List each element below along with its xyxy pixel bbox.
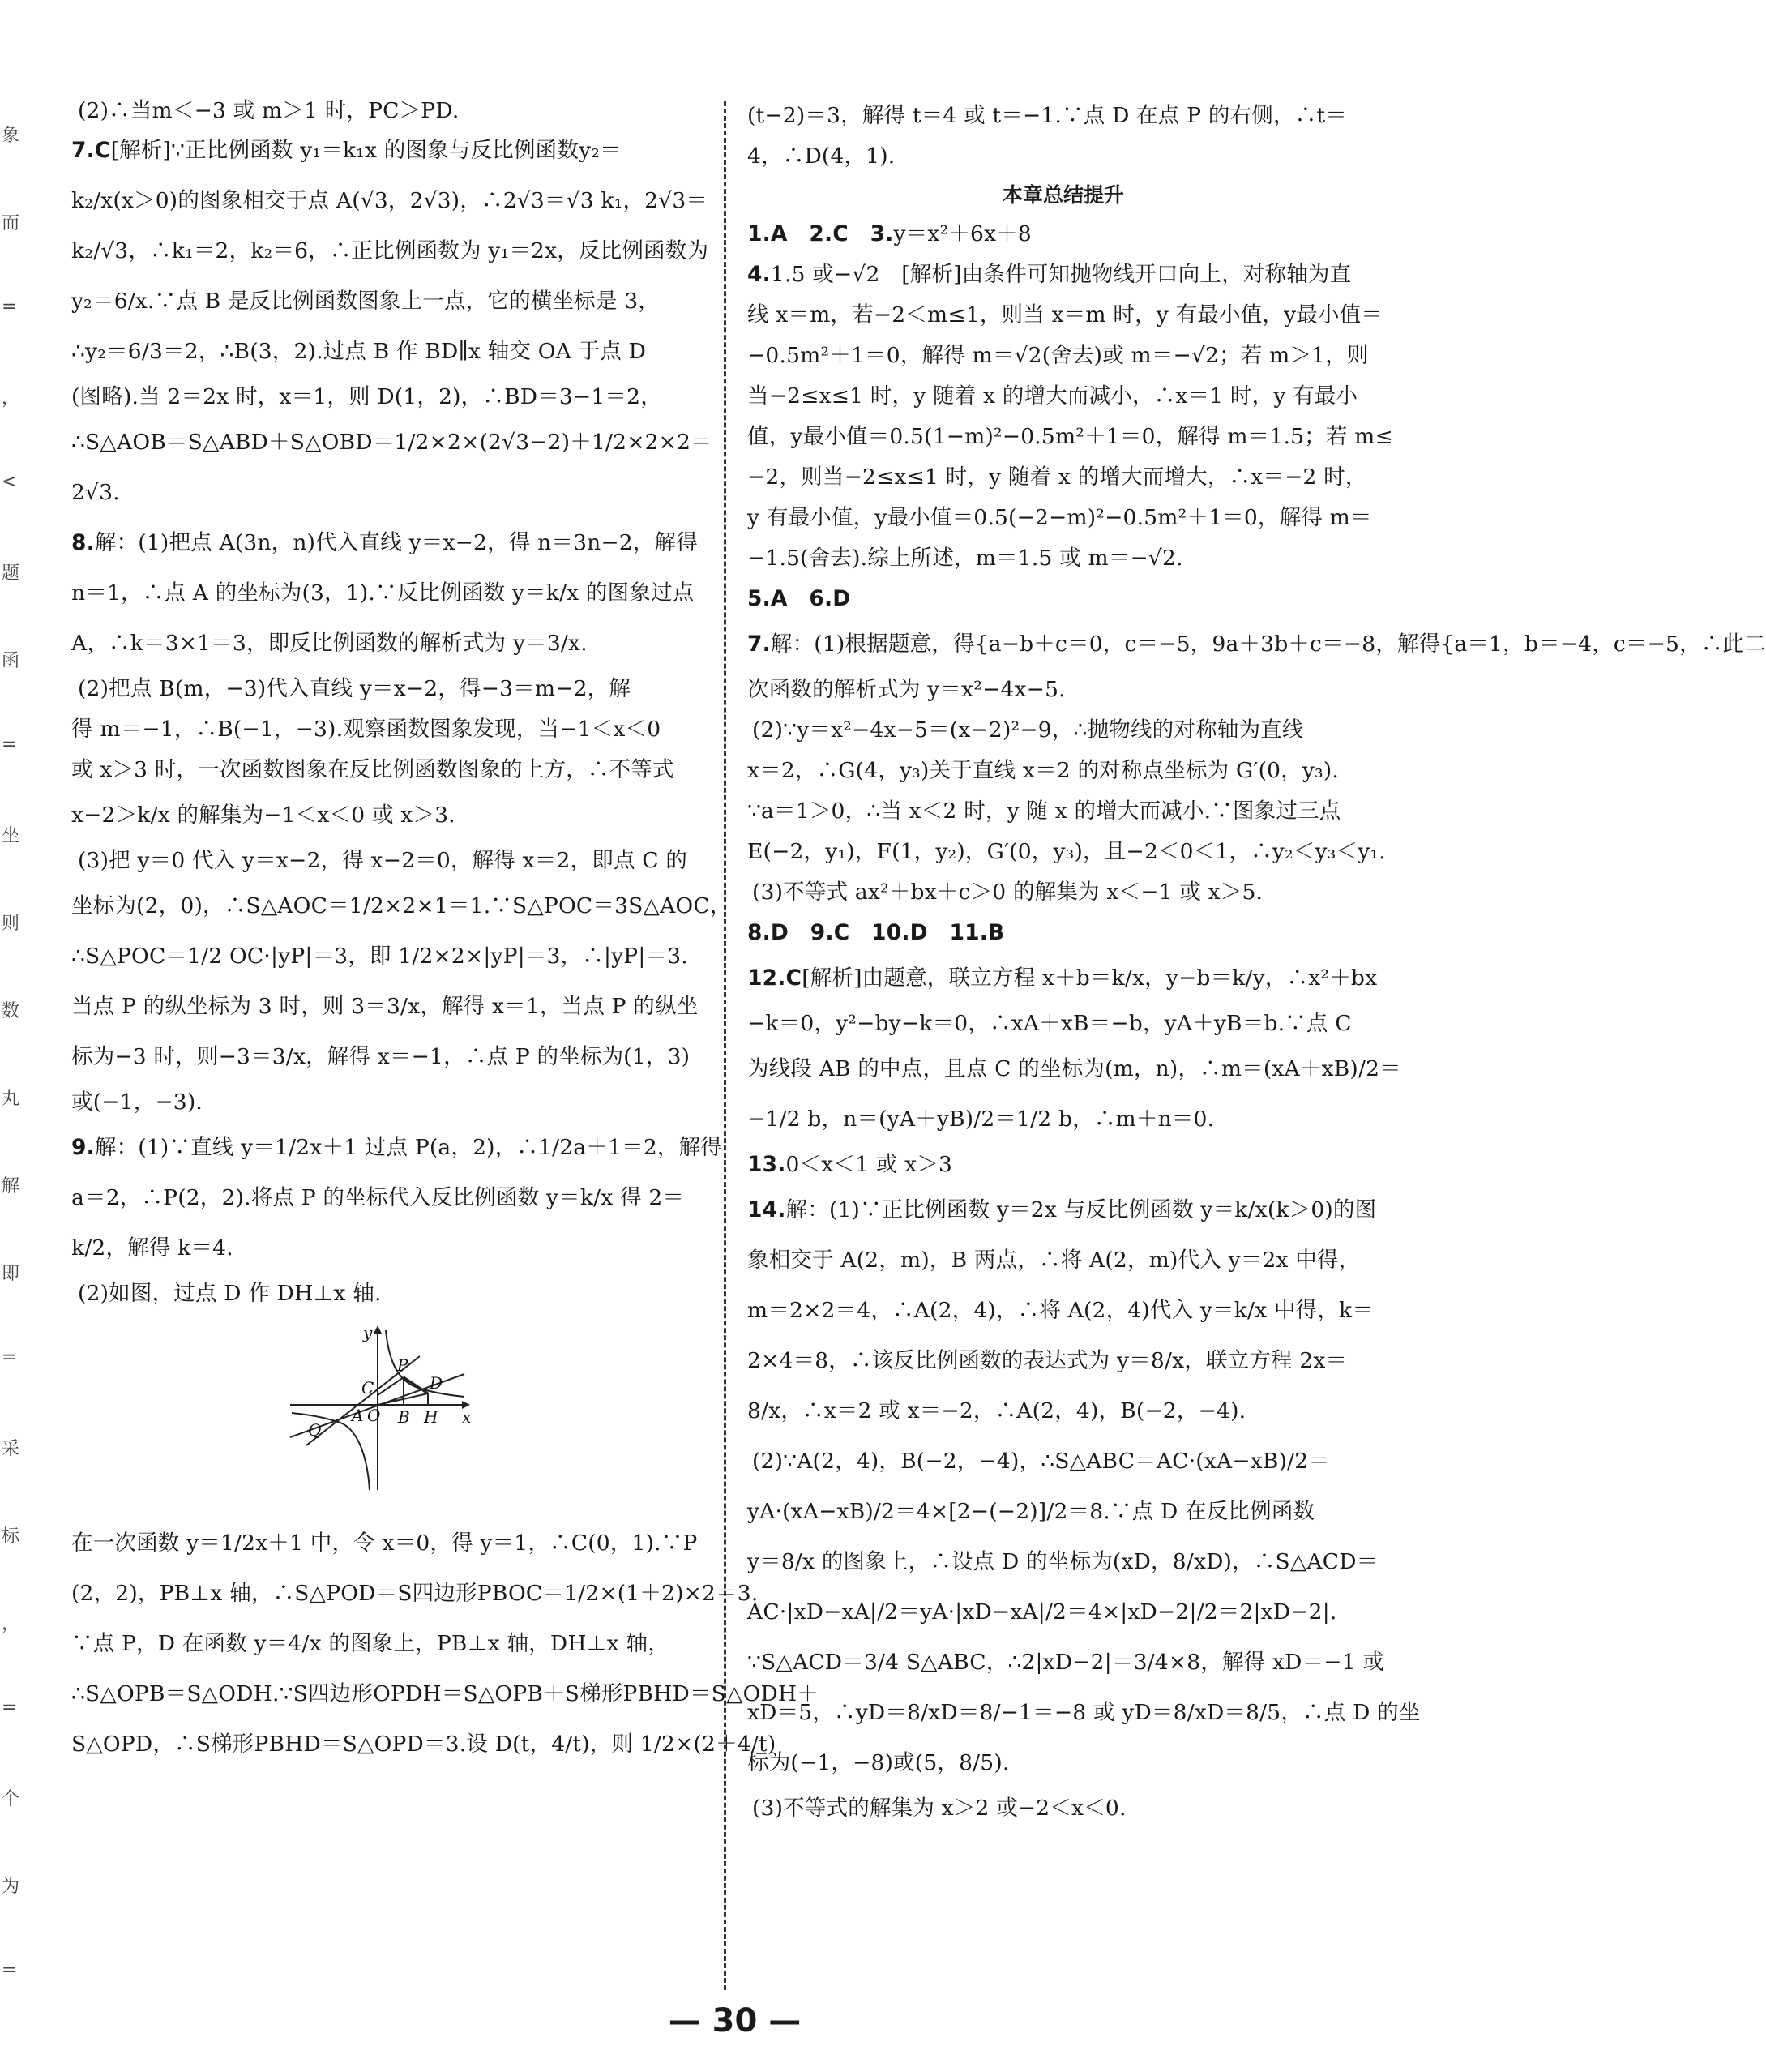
edge-glyph: ，: [2, 1614, 20, 1634]
label-p: P: [397, 1355, 408, 1375]
label-q: Q: [308, 1420, 322, 1440]
label-d: D: [430, 1373, 443, 1393]
line-text: (3)不等式 ax²＋bx＋c＞0 的解集为 x＜−1 或 x＞5.: [752, 880, 1264, 905]
text-line: [747, 214, 1379, 255]
text-line: [71, 518, 702, 568]
label-x: x: [462, 1407, 472, 1427]
edge-glyph: 则: [2, 914, 20, 934]
line-text: y₂＝6/x.∵点 B 是反比例函数图象上一点，它的横坐标是 3，: [71, 289, 660, 314]
text-line: [71, 176, 708, 226]
text-line: [71, 750, 702, 790]
text-line: [747, 1788, 1379, 1829]
text-line: [71, 1569, 759, 1619]
line-text: (2)把点 B(m，−3)代入直线 y＝x−2，得−3＝m−2，解: [78, 676, 631, 701]
line-text: (2)如图，过点 D 作 DH⊥x 轴.: [78, 1281, 382, 1306]
line-text: (t−2)＝3，解得 t＝4 或 t＝−1.∵点 D 在点 P 的右侧，∴t＝: [747, 103, 1347, 128]
line-text: 解：(1)根据题意，得{a−b＋c＝0，c＝−5，9a＋3b＋c＝−8，解得{a＝1，b＝−4，c＝−5，∴此二: [770, 631, 1766, 657]
line-text: 1.5 或−√2 [解析]由条件可知抛物线开口向上，对称轴为直: [770, 262, 1352, 287]
line-text: 象相交于 A(2，m)，B 两点，∴将 A(2，m)代入 y＝2x 中得，: [747, 1248, 1361, 1273]
text-line: [747, 1044, 1401, 1094]
text-line: [71, 468, 702, 518]
line-text: −1/2 b，n＝(yA＋yB)/2＝1/2 b，∴m＋n＝0.: [747, 1107, 1215, 1132]
left-column-lines: [71, 96, 732, 1314]
line-text: ∵a＝1＞0，∴当 x＜2 时，y 随 x 的增大而减小.∵图象过三点: [747, 798, 1341, 824]
text-line: [747, 1286, 1379, 1336]
text-line: [747, 538, 1379, 579]
question-number: 7.C: [71, 138, 111, 163]
edge-glyph: 标: [2, 1526, 20, 1547]
line-text: ∵点 P，D 在函数 y＝4/x 的图象上，PB⊥x 轴，DH⊥x 轴，: [71, 1631, 669, 1656]
question-number: 1.A 2.C 3.: [747, 221, 894, 246]
line-text: 坐标为(2，0)，∴S△AOC＝1/2×2×1＝1.∵S△POC＝3S△AOC，: [71, 893, 732, 918]
text-line: [747, 619, 1766, 670]
text-line: [71, 619, 702, 669]
text-line: [747, 1537, 1379, 1587]
text-line: [747, 1145, 1379, 1185]
text-line: [71, 1032, 702, 1082]
text-line: [71, 1669, 819, 1719]
edge-glyph: 数: [2, 1001, 20, 1021]
page-number: — 30 —: [668, 2002, 802, 2040]
edge-glyph: =: [2, 297, 17, 317]
edge-glyph: 采: [2, 1439, 20, 1459]
line-text: yA·(xA−xB)/2＝4×[2−(−2)]/2＝8.∵点 D 在反比例函数: [747, 1499, 1315, 1524]
question-number: 14.: [747, 1197, 786, 1222]
line-text: AC·|xD−xA|/2＝yA·|xD−xA|/2＝4×|xD−2|/2＝2|xD−2|.: [747, 1599, 1337, 1625]
text-line: [747, 832, 1386, 872]
text-line: [71, 709, 702, 750]
line-text: 当点 P 的纵坐标为 3 时，则 3＝3/x，解得 x＝1，当点 P 的纵坐: [71, 994, 699, 1019]
text-line: [747, 255, 1379, 295]
text-line: [747, 1094, 1379, 1145]
line-text: (2)∵y＝x²−4x−5＝(x−2)²−9，∴抛物线的对称轴为直线: [752, 717, 1304, 743]
text-line: [71, 1619, 702, 1669]
line-text: k₂/√3，∴k₁＝2，k₂＝6，∴正比例函数为 y₁＝2x，反比例函数为: [71, 238, 709, 263]
right-column: [747, 96, 1766, 1829]
line-text: 为线段 AB 的中点，且点 C 的坐标为(m，n)，∴m＝(xA＋xB)/2＝: [747, 1056, 1401, 1081]
text-line: [747, 1235, 1379, 1286]
right-column-lines: [747, 96, 1766, 1829]
label-o: O: [367, 1406, 381, 1425]
text-line: [747, 498, 1379, 538]
line-text: 或(−1，−3).: [71, 1090, 203, 1115]
edge-glyph: =: [2, 1347, 17, 1368]
line-text: m＝2×2＝4，∴A(2，4)，∴将 A(2，4)代入 y＝k/x 中得，k＝: [747, 1298, 1375, 1323]
text-line: [747, 1436, 1379, 1487]
question-number: 13.: [747, 1152, 786, 1177]
line-text: x−2＞k/x 的解集为−1＜x＜0 或 x＞3.: [71, 803, 455, 828]
text-line: [747, 457, 1379, 498]
text-line: [747, 1587, 1379, 1637]
text-line: [747, 579, 1379, 619]
text-line: [747, 295, 1383, 336]
text-line: [747, 791, 1379, 832]
line-text: 次函数的解析式为 y＝x²−4x−5.: [747, 677, 1066, 702]
text-line: [71, 841, 702, 881]
line-text: 标为−3 时，则−3＝3/x，解得 x＝−1，∴点 P 的坐标为(1，3): [71, 1044, 691, 1069]
text-line: [71, 327, 702, 377]
line-text: y＝8/x 的图象上，∴设点 D 的坐标为(xD，8/xD)，∴S△ACD＝: [747, 1549, 1379, 1574]
edge-glyph: =: [2, 1697, 17, 1718]
line-text: (3)把 y＝0 代入 y＝x−2，得 x−2＝0，解得 x＝2，即点 C 的: [78, 848, 688, 873]
text-line: [71, 931, 702, 982]
text-line: [747, 751, 1379, 791]
edge-glyph: 函: [2, 651, 20, 671]
line-text: (2，2)，PB⊥x 轴，∴S△POD＝S四边形PBOC＝1/2×(1＋2)×2＝3.: [71, 1581, 759, 1606]
text-line: [71, 1274, 702, 1314]
line-text: y＝x²＋6x＋8: [893, 221, 1032, 246]
line-text: [解析]由题意，联立方程 x＋b＝k/x，y−b＝k/y，∴x²＋bx: [802, 965, 1378, 991]
edge-glyph: 而: [2, 213, 20, 233]
line-text: ∴S△AOB＝S△ABD＋S△OBD＝1/2×2×(2√3−2)＋1/2×2×2＝: [71, 430, 712, 455]
text-line: [71, 417, 712, 468]
line-text: (图略).当 2＝2x 时，x＝1，则 D(1，2)，∴BD＝3−1＝2，: [71, 384, 662, 409]
question-number: 8.D 9.C 10.D 11.B: [747, 920, 1005, 945]
line-text: S△OPD，∴S梯形PBHD＝S△OPD＝3.设 D(t，4/t)，则 1/2×(2＋4/t): [71, 1732, 776, 1757]
text-line: [747, 670, 1379, 710]
line-text: 或 x＞3 时，一次函数图象在反比例函数图象的上方，∴不等式: [71, 757, 674, 782]
text-line: [747, 1386, 1379, 1436]
edge-glyph: =: [2, 1960, 17, 1980]
line-text: ∴S△POC＝1/2 OC·|yP|＝3，即 1/2×2×|yP|＝3，∴|yP|＝3.: [71, 944, 688, 969]
text-line: [747, 1688, 1421, 1738]
text-line: [747, 96, 1379, 136]
label-a: A: [352, 1406, 364, 1425]
left-column-lines-after-figure: [71, 1518, 819, 1770]
edge-glyph: 即: [2, 1264, 20, 1284]
text-line: [71, 126, 702, 176]
edge-glyph: 解: [2, 1176, 20, 1197]
line-text: (3)不等式的解集为 x＞2 或−2＜x＜0.: [752, 1796, 1127, 1821]
line-text: xD＝5，∴yD＝8/xD＝8/−1＝−8 或 yD＝8/xD＝8/5，∴点 D 的坐: [747, 1700, 1421, 1725]
text-line: [747, 1185, 1379, 1235]
line-text: [解析]∵正比例函数 y₁＝k₁x 的图象与反比例函数y₂＝: [110, 138, 622, 163]
line-text: E(−2，y₁)，F(1，y₂)，G′(0，y₃)，且−2＜0＜1，∴y₂＜y₃＜y₁.: [747, 839, 1386, 864]
text-line: [747, 1004, 1379, 1044]
text-line: [71, 1518, 702, 1569]
function-graph-figure: [290, 1324, 477, 1494]
line-text: −1.5(舍去).综上所述，m＝1.5 或 m＝−√2.: [747, 546, 1183, 571]
text-line: [747, 417, 1393, 457]
text-line: [71, 568, 702, 619]
line-text: −k＝0，y²−by−k＝0，∴xA＋xB＝−b，yA＋yB＝b.∵点 C: [747, 1011, 1352, 1036]
label-c: C: [361, 1378, 374, 1398]
question-number: 4.: [747, 262, 771, 287]
text-line: [747, 376, 1379, 417]
line-text: 线 x＝m，若−2＜m≤1，则当 x＝m 时，y 有最小值，y最小值＝: [747, 302, 1383, 327]
line-text: ∵S△ACD＝3/4 S△ABC，∴2|xD−2|＝3/4×8，解得 xD＝−1 或: [747, 1650, 1385, 1675]
edge-glyph: 坐: [2, 826, 20, 846]
edge-glyph: 象: [2, 126, 20, 146]
line-text: a＝2，∴P(2，2).将点 P 的坐标代入反比例函数 y＝k/x 得 2＝: [71, 1185, 685, 1210]
question-number: 7.: [747, 631, 771, 657]
line-text: k₂/x(x＞0)的图象相交于点 A(√3，2√3)，∴2√3＝√3 k₁，2√3＝: [71, 188, 708, 213]
y-axis-arrow: [374, 1325, 382, 1334]
text-line: [71, 1123, 722, 1173]
text-line: [747, 1487, 1379, 1537]
text-line: [71, 1082, 702, 1123]
line-text: 标为(−1，−8)或(5，8/5).: [747, 1750, 1010, 1775]
line-text: 0＜x＜1 或 x＞3: [785, 1152, 953, 1177]
line-text: 8/x，∴x＝2 或 x＝−2，∴A(2，4)，B(−2，−4).: [747, 1398, 1246, 1423]
column-divider: [724, 101, 726, 1990]
text-line: [71, 1223, 702, 1274]
line-text: k/2，解得 k＝4.: [71, 1235, 233, 1261]
question-number: 9.: [71, 1135, 95, 1160]
text-line: [71, 1173, 702, 1223]
text-line: [71, 96, 702, 126]
line-text: 解：(1)把点 A(3n，n)代入直线 y＝x−2，得 n＝3n−2，解得: [94, 530, 698, 555]
text-line: [71, 790, 702, 841]
text-line: [71, 1719, 776, 1770]
edge-glyph: =: [2, 734, 17, 755]
text-line: [747, 913, 1379, 953]
line-text: −2，则当−2≤x≤1 时，y 随着 x 的增大而增大，∴x＝−2 时，: [747, 464, 1367, 490]
line-text: 本章总结提升: [1002, 183, 1124, 207]
text-line: [71, 881, 732, 931]
line-text: (2)∴当m＜−3 或 m＞1 时，PC＞PD.: [78, 98, 460, 123]
line-text: 得 m＝−1，∴B(−1，−3).观察函数图象发现，当−1＜x＜0: [71, 717, 661, 742]
text-line: [71, 377, 702, 417]
line-text: 解：(1)∵直线 y＝1/2x＋1 过点 P(a，2)，∴1/2a＋1＝2，解得: [94, 1135, 722, 1160]
label-y: y: [363, 1323, 373, 1342]
line-text: y 有最小值，y最小值＝0.5(−2−m)²−0.5m²＋1＝0，解得 m＝: [747, 505, 1372, 530]
text-line: [747, 710, 1379, 751]
line-text: n＝1，∴点 A 的坐标为(3，1).∵反比例函数 y＝k/x 的图象过点: [71, 580, 695, 606]
text-line: [747, 336, 1379, 376]
text-line: [71, 276, 702, 327]
text-line: [71, 982, 702, 1032]
edge-glyph: 个: [2, 1789, 20, 1809]
text-line: [747, 177, 1379, 214]
edge-glyph: ，: [2, 388, 20, 409]
text-line: [747, 1336, 1379, 1386]
text-line: [71, 226, 709, 276]
question-number: 8.: [71, 530, 95, 555]
edge-glyph: 题: [2, 563, 20, 584]
line-text: 4，∴D(4，1).: [747, 143, 896, 169]
text-line: [71, 669, 702, 709]
line-text: −0.5m²＋1＝0，解得 m＝√2(舍去)或 m＝−√2；若 m＞1，则: [747, 343, 1369, 368]
line-text: x＝2，∴G(4，y₃)关于直线 x＝2 的对称点坐标为 G′(0，y₃).: [747, 758, 1340, 783]
text-line: [747, 1637, 1385, 1688]
line-text: 值，y最小值＝0.5(1−m)²−0.5m²＋1＝0，解得 m＝1.5；若 m≤: [747, 424, 1393, 449]
line-text: A，∴k＝3×1＝3，即反比例函数的解析式为 y＝3/x.: [71, 631, 588, 656]
page-edge-fragments: [0, 0, 24, 2072]
label-b: B: [398, 1407, 410, 1427]
line-text: 在一次函数 y＝1/2x＋1 中，令 x＝0，得 y＝1，∴C(0，1).∵P: [71, 1530, 698, 1556]
text-line: [747, 953, 1379, 1004]
question-number: 12.C: [747, 965, 802, 991]
text-line: [747, 1738, 1379, 1788]
line-text: ∴y₂＝6/3＝2，∴B(3，2).过点 B 作 BD∥x 轴交 OA 于点 D: [71, 339, 647, 364]
label-h: H: [424, 1407, 438, 1427]
line-text: 2×4＝8，∴该反比例函数的表达式为 y＝8/x，联立方程 2x＝: [747, 1348, 1348, 1373]
edge-glyph: 丸: [2, 1089, 20, 1109]
line-text: 2√3.: [71, 480, 120, 505]
line-text: 解：(1)∵正比例函数 y＝2x 与反比例函数 y＝k/x(k＞0)的图: [785, 1197, 1377, 1222]
line-text: (2)∵A(2，4)，B(−2，−4)，∴S△ABC＝AC·(xA−xB)/2＝: [752, 1449, 1330, 1474]
text-line: [747, 136, 1379, 177]
line-text: 当−2≤x≤1 时，y 随着 x 的增大而减小，∴x＝1 时，y 有最小: [747, 383, 1358, 409]
edge-glyph: <: [2, 472, 17, 492]
edge-glyph: 为: [2, 1877, 20, 1897]
line-text: ∴S△OPB＝S△ODH.∵S四边形OPDH＝S△OPB＋S梯形PBHD＝S△ODH＋: [71, 1681, 819, 1706]
question-number: 5.A 6.D: [747, 586, 851, 611]
text-line: [747, 872, 1379, 913]
